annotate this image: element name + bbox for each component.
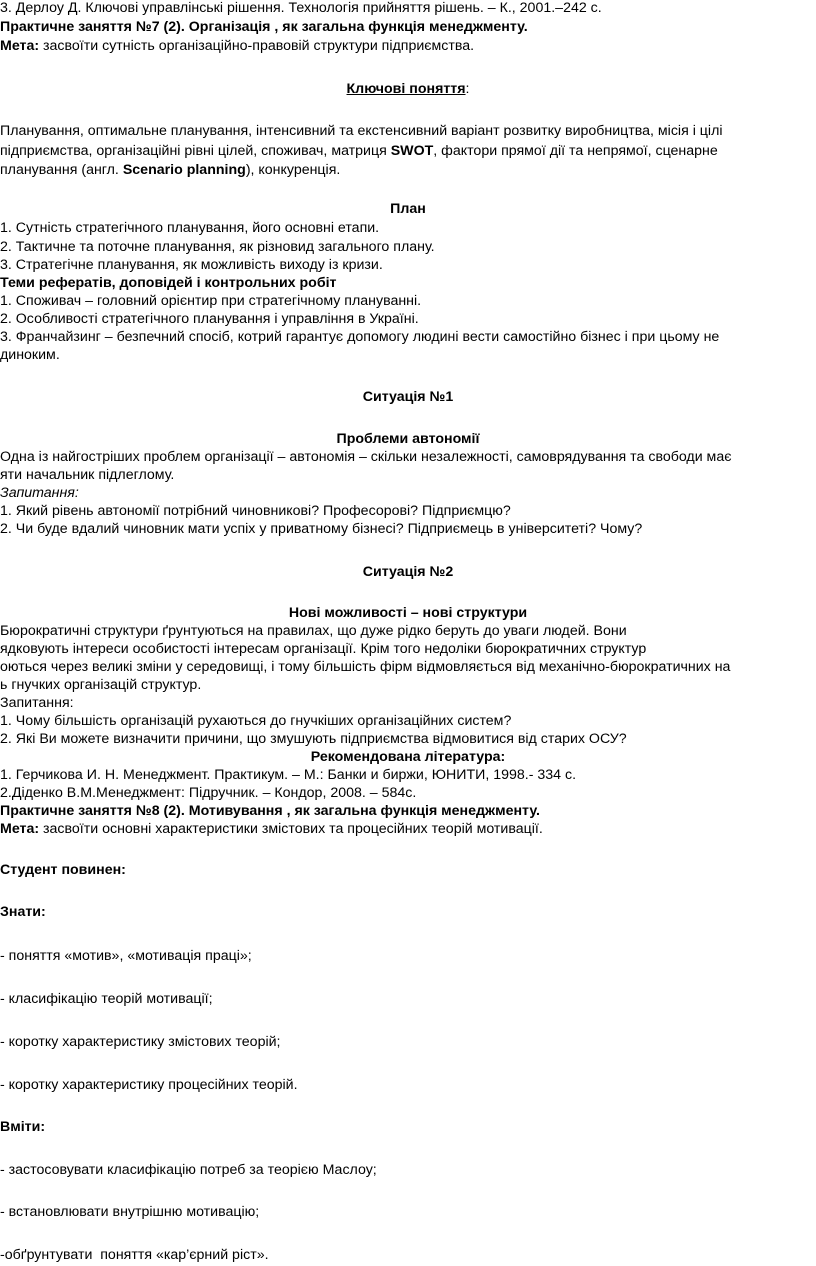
key-concepts-heading: Ключові поняття: [346, 81, 470, 97]
situation-1-subheading: Проблеми автономії [336, 431, 480, 447]
situation-2-heading: Ситуація №2 [362, 564, 454, 580]
skill-item: - застосовувати класифікацію потреб за теорією Маслоу; [0, 1162, 377, 1178]
know-item: - поняття «мотив», «мотивація праці»; [0, 948, 252, 964]
practical-7-aim [0, 37, 474, 56]
situation-1-question: 2. Чи буде вдалий чиновник мати успіх у приватному бізнесі? Підприємець в університеті? Чому? [0, 521, 643, 537]
situation-1-text: Одна із найгостріших проблем організації – автономія – скільки незалежності, самоврядування та свободи має [0, 449, 732, 465]
plan-heading: План [390, 201, 426, 217]
aim-label: Мета: [0, 821, 40, 837]
situation-2-text: оються через великі зміни у середовищі, і тому більшість фірм відмовляється від механічно-бюрократичних на [0, 659, 731, 675]
know-item: - класифікацію теорій мотивації; [0, 991, 213, 1007]
aim-label: Мета: [0, 38, 40, 54]
situation-1-text: яти начальник підлеглому. [0, 467, 175, 483]
topic-item: 3. Франчайзинг – безпечний спосіб, котрий гарантує допомогу людині вести самостійно бізнес і при цьому не [0, 329, 720, 345]
situation-1-heading: Ситуація №1 [362, 389, 454, 405]
situation-2-questions-label: Запитання: [0, 695, 74, 711]
know-item: - коротку характеристику процесійних теорій. [0, 1077, 298, 1093]
literature-item: 1. Герчикова И. Н. Менеджмент. Практикум. – М.: Банки и биржи, ЮНИТИ, 1998.- 334 с. [0, 767, 577, 783]
reference-3: 3. Дерлоу Д. Ключові управлінські рішення. Технологія прийняття рішень. – К., 2001.–242 с. [0, 0, 602, 16]
skill-item: - встановлювати внутрішню мотивацію; [0, 1204, 260, 1220]
practical-7-title: Практичне заняття №7 (2). Організація , як загальна функція менеджменту. [0, 19, 528, 35]
topic-item: 1. Споживач – головний орієнтир при стратегічному плануванні. [0, 293, 422, 309]
situation-2-text: ь гнучких організацій структур. [0, 677, 202, 693]
student-heading: Студент повинен: [0, 862, 126, 878]
topics-heading: Теми рефератів, доповідей і контрольних робіт [0, 275, 337, 291]
situation-2-subheading: Нові можливості – нові структури [288, 605, 528, 621]
key-concepts-line-1: Планування, оптимальне планування, інтенсивний та екстенсивний варіант розвитку виробництва, місія і цілі [0, 123, 723, 139]
skill-item: -обґрунтувати поняття «кар’єрний ріст». [0, 1247, 269, 1263]
situation-1-question: 1. Який рівень автономії потрібний чиновникові? Професорові? Підприємцю? [0, 503, 511, 519]
situation-2-text: Бюрократичні структури ґрунтуються на правилах, що дуже рідко беруть до уваги людей. Вони [0, 623, 627, 639]
literature-heading: Рекомендована література: [310, 749, 506, 765]
situation-2-text: ядковують інтереси особистості інтересам організації. Крім того недоліки бюрократичних структур [0, 641, 647, 657]
plan-item: 3. Стратегічне планування, як можливість виходу із кризи. [0, 257, 383, 273]
key-concepts-line-3: планування (англ. Scenario planning), конкуренція. [0, 162, 341, 178]
practical-8-aim [0, 820, 543, 839]
key-concepts-line-2: підприємства, організаційні рівні цілей, споживач, матриця SWOT, фактори прямої дії та непрямої, сценарне [0, 143, 718, 159]
plan-item: 1. Сутність стратегічного планування, його основні етапи. [0, 220, 380, 236]
situation-2-question: 2. Які Ви можете визначити причини, що змушують підприємства відмовитися від старих ОСУ? [0, 731, 627, 747]
practical-8-title: Практичне заняття №8 (2). Мотивування , як загальна функція менеджменту. [0, 803, 540, 819]
aim-text: засвоїти сутність організаційно-правовій структури підприємства. [39, 38, 475, 54]
plan-item: 2. Тактичне та поточне планування, як різновид загального плану. [0, 239, 435, 255]
aim-text: засвоїти основні характеристики змістових та процесійних теорій мотивації. [39, 821, 543, 837]
topic-item: диноким. [0, 347, 60, 363]
skills-label: Вміти: [0, 1119, 46, 1135]
literature-item: 2.Діденко В.М.Менеджмент: Підручник. – Кондор, 2008. – 584с. [0, 785, 417, 801]
know-label: Знати: [0, 904, 46, 920]
situation-1-questions-label: Запитання: [0, 485, 79, 501]
situation-2-question: 1. Чому більшість організацій рухаються до гнучкіших організаційних систем? [0, 713, 512, 729]
topic-item: 2. Особливості стратегічного планування і управління в Україні. [0, 311, 419, 327]
know-item: - коротку характеристику змістових теорій; [0, 1034, 281, 1050]
